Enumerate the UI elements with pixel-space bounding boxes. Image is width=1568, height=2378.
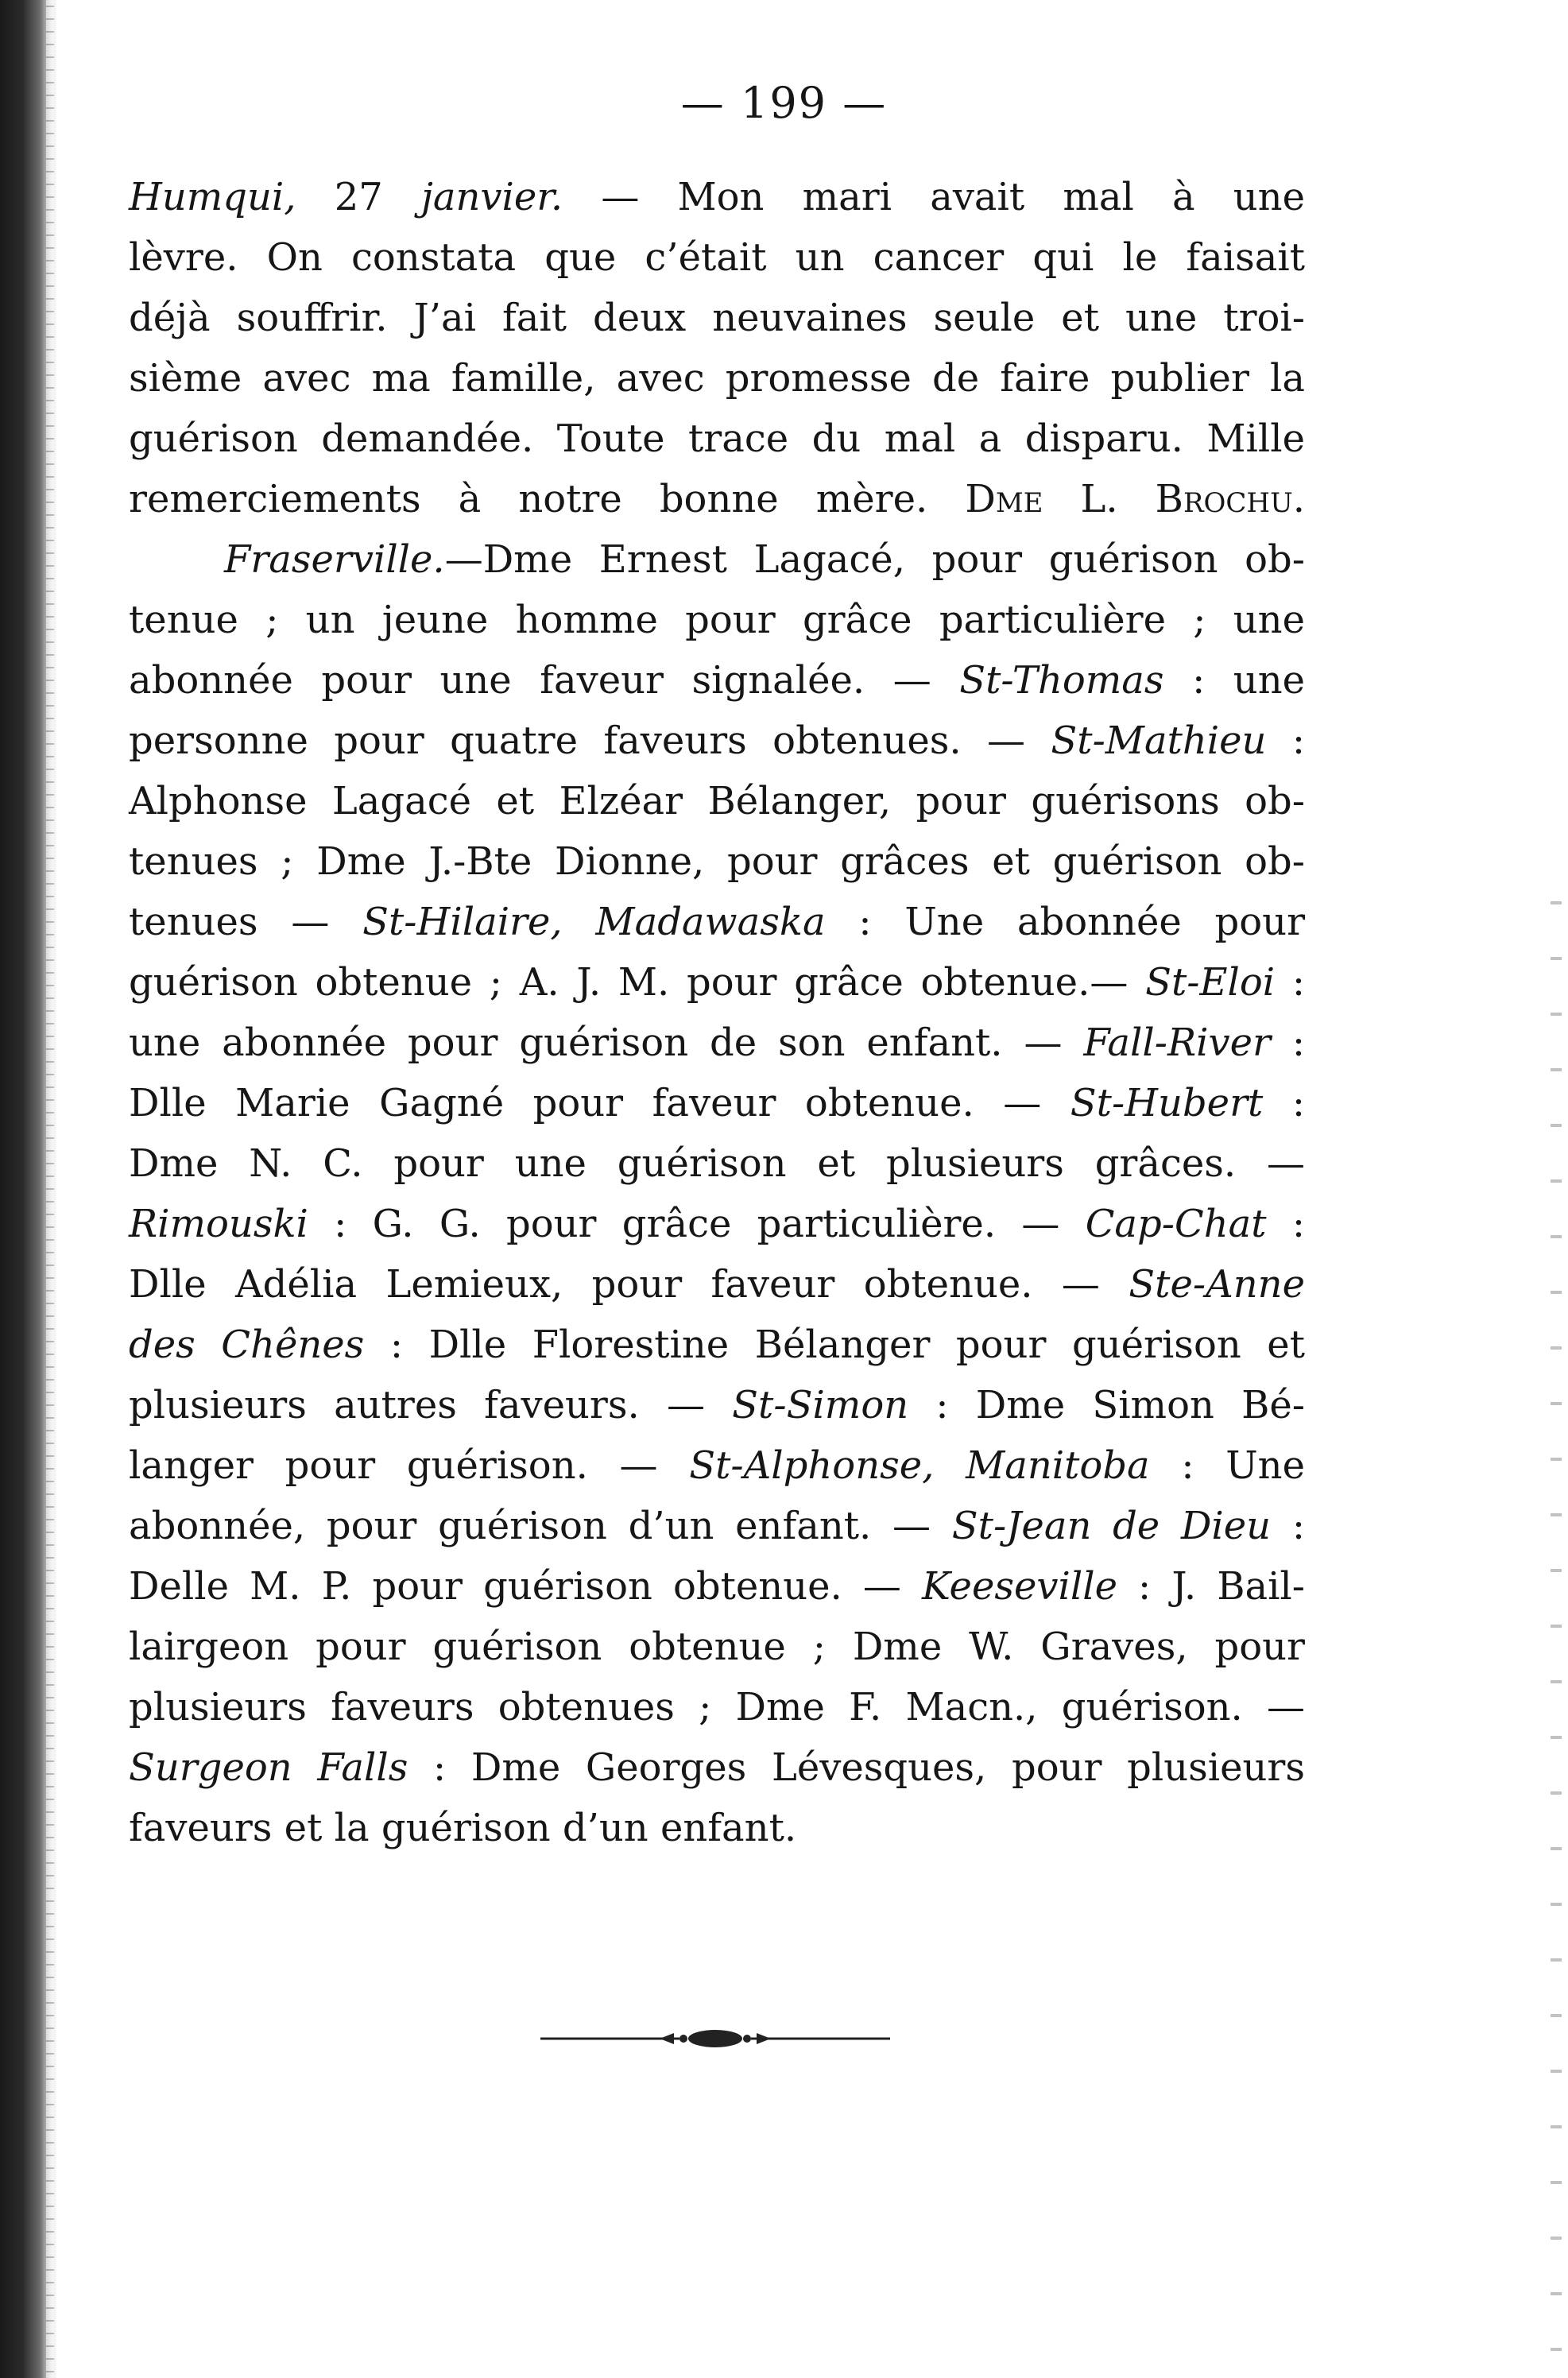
text-line: Dlle Marie Gagné pour faveur obtenue. — St-Hubert : [129,1081,1306,1125]
text-line: abonnée, pour guérison d’un enfant. — St-Jean de Dieu : [129,1504,1306,1548]
ornament-divider [540,2023,890,2055]
text-line: plusieurs autres faveurs. — St-Simon : Dme Simon Bé- [129,1383,1305,1427]
signature: Dme L. Brochu. [965,477,1305,521]
text-line: sième avec ma famille, avec promesse de faire publier la [129,356,1305,401]
text-line: langer pour guérison. — St-Alphonse, Manitoba : Une [129,1443,1305,1488]
text-line: Dme N. C. pour une guérison et plusieurs grâces. — [129,1141,1305,1186]
text-line: Alphonse Lagacé et Elzéar Bélanger, pour guérisons ob- [129,779,1305,823]
text-line: guérison demandée. Toute trace du mal a disparu. Mille [129,416,1305,461]
text-line: personne pour quatre faveurs obtenues. — St-Mathieu : [129,718,1305,763]
text-line: Fraserville.—Dme Ernest Lagacé, pour guérison ob- [224,537,1305,582]
binding-speckle [46,0,54,2378]
text-line: tenue ; un jeune homme pour grâce particulière ; une [129,598,1305,642]
text-line: lairgeon pour guérison obtenue ; Dme W. Graves, pour [129,1625,1305,1669]
text-line: une abonnée pour guérison de son enfant. — Fall-River : [129,1021,1305,1065]
scan-noise-right-margin [1551,874,1562,2368]
text-line: des Chênes : Dlle Florestine Bélanger pour guérison et [129,1323,1305,1367]
text-line: Delle M. P. pour guérison obtenue. — Keeseville : J. Bail- [129,1564,1306,1609]
text-line: plusieurs faveurs obtenues ; Dme F. Macn., guérison. — [129,1685,1305,1729]
text-line: Rimouski : G. G. pour grâce particulière. — Cap-Chat : [129,1202,1305,1246]
text-line: Surgeon Falls : Dme Georges Lévesques, pour plusieurs [129,1745,1306,1790]
text-line: Humqui, 27 janvier. — Mon mari avait mal à une [129,175,1306,219]
text-line: remerciements à notre bonne mère. Dme L. Brochu. [129,477,1305,521]
text-line: tenues — St-Hilaire, Madawaska : Une abonnée pour [129,900,1306,944]
text-line: tenues ; Dme J.-Bte Dionne, pour grâces et guérison ob- [129,839,1305,884]
text-line: Dlle Adélia Lemieux, pour faveur obtenue. — Ste-Anne [129,1262,1305,1307]
text-line: lèvre. On constata que c’était un cancer qui le faisait [129,235,1305,280]
text-line: abonnée pour une faveur signalée. — St-Thomas : une [129,658,1306,703]
text-line: déjà souffrir. J’ai fait deux neuvaines seule et une troi- [129,296,1305,340]
page-number: — 199 — [680,78,888,128]
text-line: faveurs et la guérison d’un enfant. [129,1806,797,1850]
body-text [129,167,1305,1858]
text-line: guérison obtenue ; A. J. M. pour grâce obtenue.— St-Eloi : [129,960,1305,1005]
